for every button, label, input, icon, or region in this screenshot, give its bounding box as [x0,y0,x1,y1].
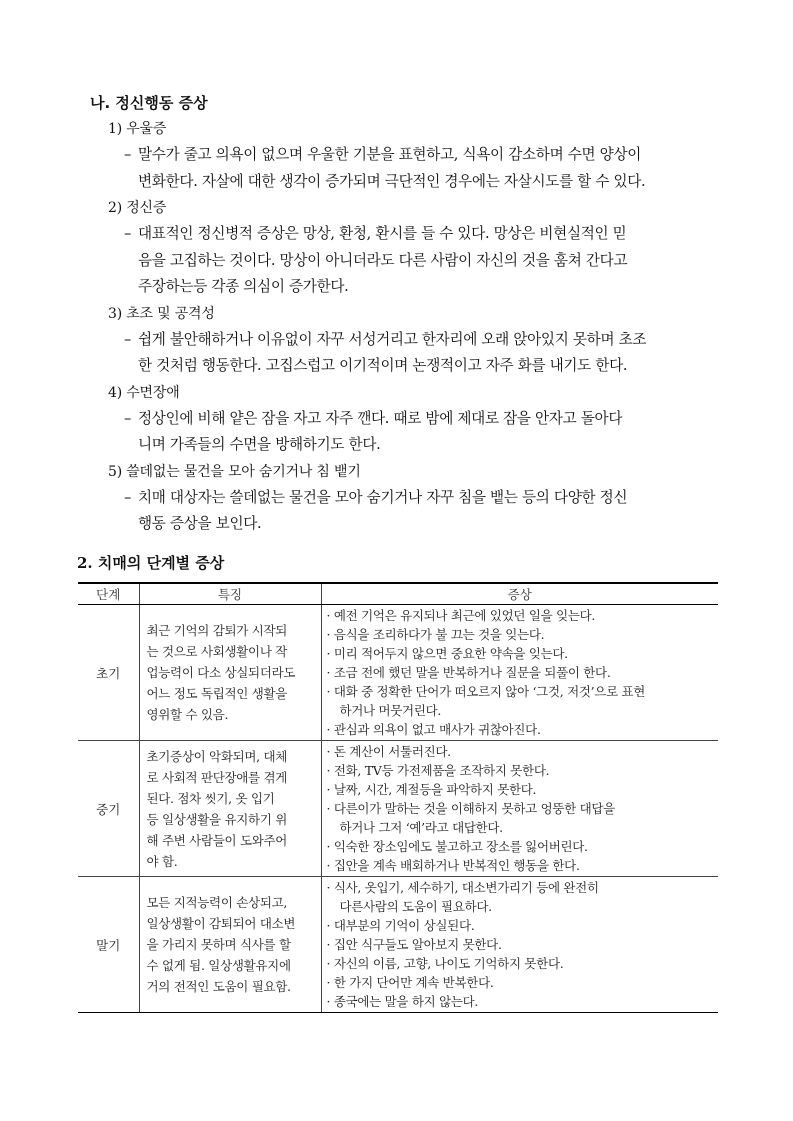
subsection-description [124,327,730,380]
symptom-line: · 집안을 계속 배회하거나 반복적인 행동을 한다. [326,858,580,873]
symptom-line: · 한 가지 단어만 계속 반복한다. [326,975,494,990]
symptom-line: · 조금 전에 했던 말을 반복하거나 질문을 되풀이 한다. [326,665,611,680]
symptom-line: · 관심과 의욕이 없고 매사가 귀찮아진다. [326,722,541,737]
feature-line: 모든 지적능력이 손상되고, [146,895,288,910]
symptom-line: · 식사, 옷입기, 세수하기, 대소변가리기 등에 완전히 [326,880,599,895]
description-line: 치매 대상자는 쓸데없는 물건을 모아 숨기거나 자꾸 침을 뱉는 등의 다양한 정신 [138,488,628,506]
symptom-line: · 전화, TV등 가전제품을 조작하지 못한다. [326,763,550,778]
section-stage-symptoms [77,551,722,1013]
description-line: 말수가 줄고 의욕이 없으며 우울한 기분을 표현하고, 식욕이 감소하며 수면 양상이 [138,146,642,163]
dash-bullet-icon: – [124,409,131,427]
subsection-title: 4) 수면장애 [108,384,180,401]
symptom-line: · 종국에는 말을 하지 않는다. [326,994,479,1009]
subsection-hoarding [90,459,730,538]
symptom-continuation: 하거나 그저 ‘예’라고 대답한다. [339,820,503,835]
symptom-line: · 날짜, 시간, 계절등을 파악하지 못한다. [326,782,537,797]
dash-bullet-icon: – [124,488,131,506]
description-line: 대표적인 정신병적 증상은 망상, 환청, 환시를 들 수 있다. 망상은 비현실적인 믿 [138,225,627,242]
symptoms-cell [321,605,718,741]
table-row [78,877,718,1013]
subsection-description [124,406,730,459]
symptoms-cell [321,741,718,877]
header-stage: 단계 [78,583,139,605]
stage-symptoms-table [78,582,718,1013]
symptom-line: · 예전 기억은 유지되나 최근에 있었던 일을 잊는다. [326,608,596,623]
feature-line: 을 가리지 못하며 식사를 할 [146,937,291,952]
dash-bullet-icon: – [124,225,131,242]
symptoms-cell [321,877,718,1013]
table-row [78,605,718,741]
symptom-continuation: 다른사람의 도움이 필요하다. [339,899,492,914]
feature-line: 는 것으로 사회생활이나 작 [146,644,288,659]
subsection-title: 1) 우울증 [108,121,167,137]
description-line: 한 것처럼 행동한다. 고집스럽고 이기적이며 논쟁적이고 자주 화를 내기도 한다. [138,357,628,374]
subsection-title: 2) 정신증 [108,200,167,216]
symptom-line-continued [327,897,715,916]
feature-line: 수 없게 됨. 일상생활유지에 [146,958,291,973]
features-cell [139,741,321,877]
symptom-line: · 익숙한 장소임에도 불고하고 장소를 잃어버린다. [326,839,588,854]
subsection-agitation [90,301,730,380]
symptom-line: · 대화 중 정확한 단어가 떠오르지 않아 ‘그것, 저것’으로 표현 [326,684,646,699]
header-features: 특징 [139,583,321,605]
description-line: 변화한다. 자살에 대한 생각이 증가되며 극단적인 경우에는 자살시도를 할 수 있다. [138,172,646,190]
feature-line: 초기증상이 악화되며, 대체 [146,748,288,764]
section-heading: 2. 치매의 단계별 증상 [77,554,225,572]
symptom-line-continued [327,818,715,837]
section-heading: 나. 정신행동 증상 [90,94,208,112]
dash-bullet-icon: – [124,146,131,163]
symptom-line: · 음식을 조리하다가 불 끄는 것을 잊는다. [326,627,545,642]
feature-line: 영위할 수 있음. [146,707,229,722]
feature-line: 등 일상생활을 유지하기 위 [146,811,288,827]
feature-line: 어느 정도 독립적인 생활을 [146,686,288,701]
symptom-line: · 돈 계산이 서툴러진다. [326,744,451,759]
feature-line: 해 주변 사람들이 도와주어 [146,832,288,848]
description-line: 음을 고집하는 것이다. 망상이 아니더라도 다른 사람이 자신의 것을 훔쳐 간다고 [138,251,628,269]
feature-line: 된다. 점차 씻기, 옷 입기 [146,790,275,806]
description-line: 정상인에 비해 얕은 잠을 자고 자주 깬다. 때로 밤에 제대로 잠을 안자고 돌아다 [138,409,623,427]
symptom-continuation: 하거나 머뭇거린다. [339,703,442,718]
feature-line: 거의 전적인 도움이 필요함. [146,979,291,994]
description-line: 쉽게 불안해하거나 이유없이 자꾸 서성거리고 한자리에 오래 앉아있지 못하며 초조 [138,330,647,348]
table-header-row [78,583,718,605]
features-cell [139,605,321,741]
feature-line: 일상생활이 감퇴되어 대소변 [146,916,296,931]
description-line: 주장하는등 각종 의심이 증가한다. [138,278,349,295]
feature-line: 야 함. [146,853,178,869]
symptom-line: · 다른이가 말하는 것을 이해하지 못하고 엉뚱한 대답을 [326,801,615,816]
subsection-description [124,142,730,195]
symptom-line-continued [327,701,715,720]
subsection-description [124,221,730,301]
subsection-sleep-disorder [90,380,730,459]
stage-cell: 중기 [78,741,139,877]
stage-cell: 초기 [78,605,139,741]
stage-cell: 말기 [78,877,139,1013]
subsection-title: 5) 쓸데없는 물건을 모아 숨기거나 침 뱉기 [108,463,361,480]
section-symptoms [90,90,730,538]
features-cell [139,877,321,1013]
symptom-line: · 집안 식구들도 알아보지 못한다. [326,937,502,952]
symptom-line: · 자신의 이름, 고향, 나이도 기억하지 못한다. [326,956,564,971]
description-line: 행동 증상을 보인다. [138,515,262,532]
feature-line: 업능력이 다소 상실되더라도 [146,665,296,680]
header-symptoms: 증상 [321,583,718,605]
symptom-line: · 대부분의 기억이 상실된다. [326,918,475,933]
feature-line: 최근 기억의 감퇴가 시작되 [146,623,288,638]
description-line: 니며 가족들의 수면을 방해하기도 한다. [138,436,381,453]
symptom-line: · 미리 적어두지 않으면 중요한 약속을 잊는다. [326,646,568,661]
subsection-description [124,485,730,538]
subsection-depression [90,116,730,195]
subsection-title: 3) 초조 및 공격성 [108,305,215,322]
table-row [78,741,718,877]
feature-line: 로 사회적 판단장애를 겪게 [146,769,288,785]
dash-bullet-icon: – [124,330,131,348]
subsection-psychosis [90,195,730,301]
